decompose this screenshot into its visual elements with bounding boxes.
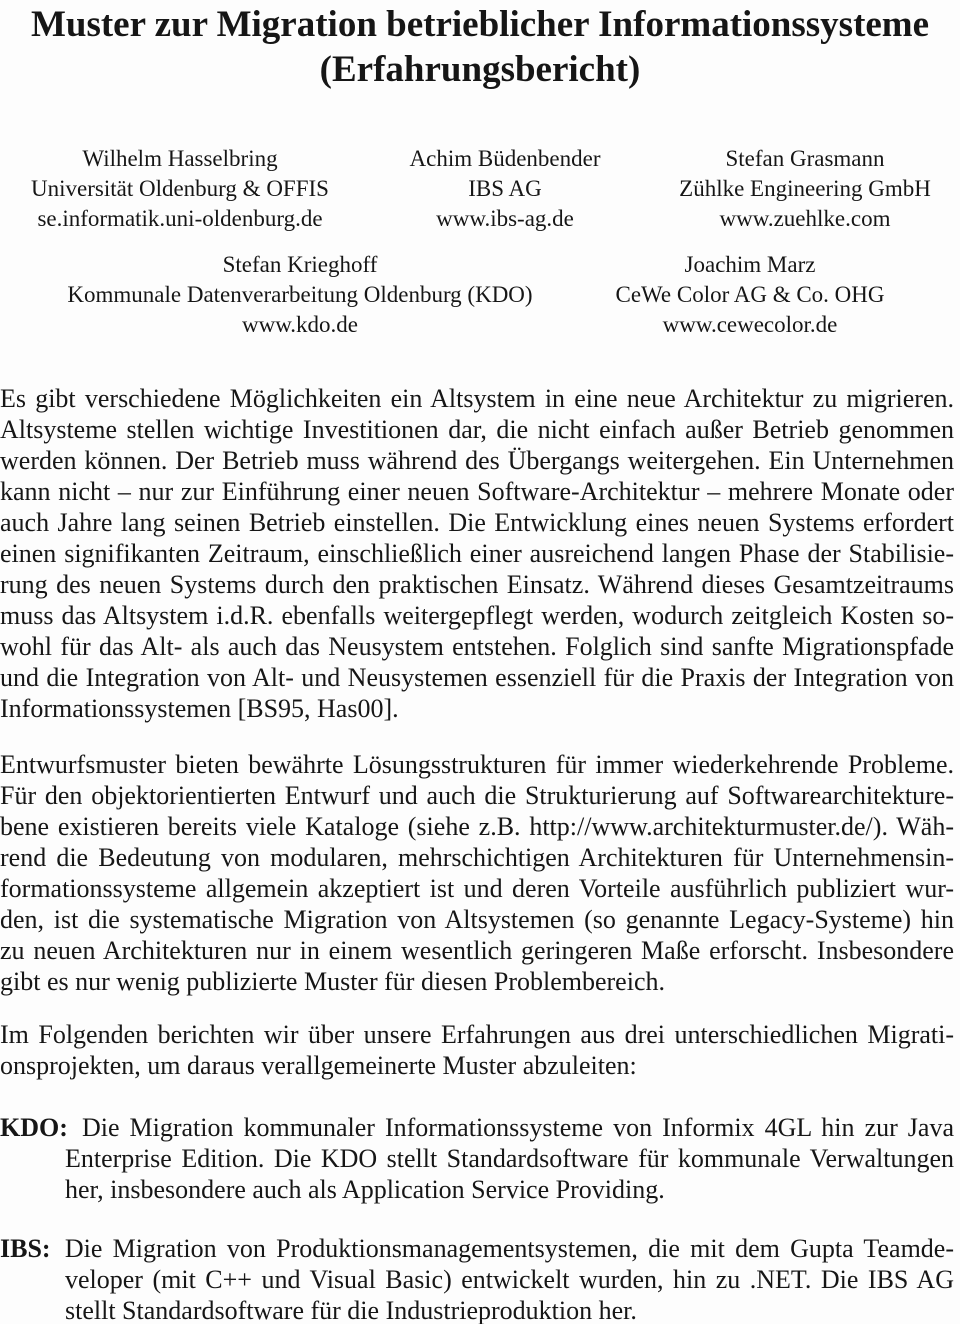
author-card-grasmann (650, 144, 960, 234)
text-line: einen signifikanten Zeitraum, einschließlich einer ausreichend langen Phase der Stabilisie- (0, 539, 954, 568)
text-line: wohl für das Alt- als auch das Neusystem entstehen. Folglich sind sanfte Migrationspfade (0, 632, 954, 661)
author-name: Stefan Grasmann (725, 146, 885, 171)
paper-title (0, 2, 960, 92)
author-name: Wilhelm Hasselbring (82, 146, 278, 171)
text-line: muss das Altsystem i.d.R. ebenfalls weitergepflegt werden, wodurch zeitgleich Kosten so- (0, 601, 954, 630)
text-line: werden können. Der Betrieb muss während des Übergangs weitergehen. Ein Unternehmen (0, 446, 954, 475)
text-line: onsprojekten, um daraus verallgemeinerte Muster abzuleiten: (0, 1051, 637, 1080)
text-line: den, ist die systematische Migration von Altsystemen (so genannte Legacy-Systeme) hin (0, 905, 954, 934)
text-line: rend die Bedeutung von modularen, mehrschichtigen Architekturen für Unternehmensin- (0, 843, 954, 872)
list-item-ibs (0, 1233, 954, 1324)
author-url: www.kdo.de (241, 312, 359, 337)
text-line: bene existieren bereits viele Kataloge (siehe z.B. http://www.architekturmuster.de/). Wäh- (0, 812, 954, 841)
author-affiliation: IBS AG (468, 176, 542, 201)
item-text: Die Migration von Produktionsmanagementsystemen, die mit dem Gupta Teamde- (64, 1234, 954, 1263)
author-block (0, 144, 960, 340)
text-line: Enterprise Edition. Die KDO stellt Standardsoftware für kommunale Verwaltungen (65, 1144, 954, 1173)
paper-body (0, 383, 954, 1324)
author-row-2 (0, 250, 960, 340)
paragraph-im-folgenden (0, 1019, 954, 1081)
text-line: rung des neuen Systems durch den praktischen Einsatz. Während dieses Gesamtzeitraums (0, 570, 954, 599)
text-line: stellt Standardsoftware für die Industrieproduktion her. (65, 1296, 637, 1324)
text-line: Informationssystemen [BS95, Has00]. (0, 694, 399, 723)
text-line (0, 1112, 954, 1143)
list-item-kdo (0, 1112, 954, 1205)
text-line: kann nicht – nur zur Einführung einer neuen Software-Architektur – mehrere Monate oder (0, 477, 954, 506)
author-name: Joachim Marz (684, 252, 816, 277)
text-line: Es gibt verschiedene Möglichkeiten ein Altsystem in eine neue Architektur zu migrieren. (0, 384, 954, 413)
item-text: Die Migration kommunaler Informationssysteme von Informix 4GL hin zur Java (81, 1113, 954, 1142)
author-affiliation: Kommunale Datenverarbeitung Oldenburg (KDO) (67, 282, 533, 307)
author-name: Achim Büdenbender (409, 146, 601, 171)
text-line: Im Folgenden berichten wir über unsere Erfahrungen aus drei unterschiedlichen Migrati- (0, 1020, 954, 1049)
text-line: und die Integration von Alt- und Neusystemen essenziell für die Praxis der Integration von (0, 663, 954, 692)
text-line: veloper (mit C++ und Visual Basic) entwickelt wurden, hin zu .NET. Die IBS AG (65, 1265, 954, 1294)
paper-title-line1: Muster zur Migration betrieblicher Informationssysteme (30, 4, 930, 45)
text-line: Für den objektorientierten Entwurf und auch die Strukturierung auf Softwarearchitekture- (0, 781, 954, 810)
paragraph-entwurfsmuster (0, 749, 954, 997)
author-card-marz (600, 250, 900, 340)
text-line: her, insbesondere auch als Application Service Providing. (65, 1175, 665, 1204)
text-line: Entwurfsmuster bieten bewährte Lösungsstrukturen für immer wiederkehrende Probleme. (0, 750, 954, 779)
paragraph-intro-migration (0, 383, 954, 724)
author-affiliation: CeWe Color AG & Co. OHG (615, 282, 885, 307)
author-card-hasselbring (0, 144, 360, 234)
author-affiliation: Universität Oldenburg & OFFIS (31, 176, 329, 201)
author-card-buedenbender (360, 144, 650, 234)
author-url: www.zuehlke.com (719, 206, 891, 231)
author-affiliation: Zühlke Engineering GmbH (679, 176, 931, 201)
text-line: Altsysteme stellen wichtige Investitionen dar, die nicht einfach außer Betrieb genommen (0, 415, 954, 444)
text-line: gibt es nur wenig publizierte Muster für diesen Problembereich. (0, 967, 665, 996)
author-url: www.cewecolor.de (662, 312, 838, 337)
text-line: formationssysteme allgemein akzeptiert ist und deren Vorteile ausführlich publiziert wur- (0, 874, 954, 903)
text-line (0, 1233, 954, 1264)
item-label: IBS: (0, 1234, 51, 1263)
author-card-krieghoff (0, 250, 600, 340)
text-line: auch Jahre lang seinen Betrieb einstellen. Die Entwicklung eines neuen Systems erfordert (0, 508, 954, 537)
author-url: se.informatik.uni-oldenburg.de (37, 206, 323, 231)
author-row-1 (0, 144, 960, 234)
author-name: Stefan Krieghoff (222, 252, 378, 277)
item-label: KDO: (0, 1113, 68, 1142)
text-line: zu neuen Architekturen nur in einem wesentlich geringeren Maße erforscht. Insbesondere (0, 936, 954, 965)
paper-title-line2: (Erfahrungsbericht) (319, 49, 641, 90)
author-url: www.ibs-ag.de (436, 206, 574, 231)
